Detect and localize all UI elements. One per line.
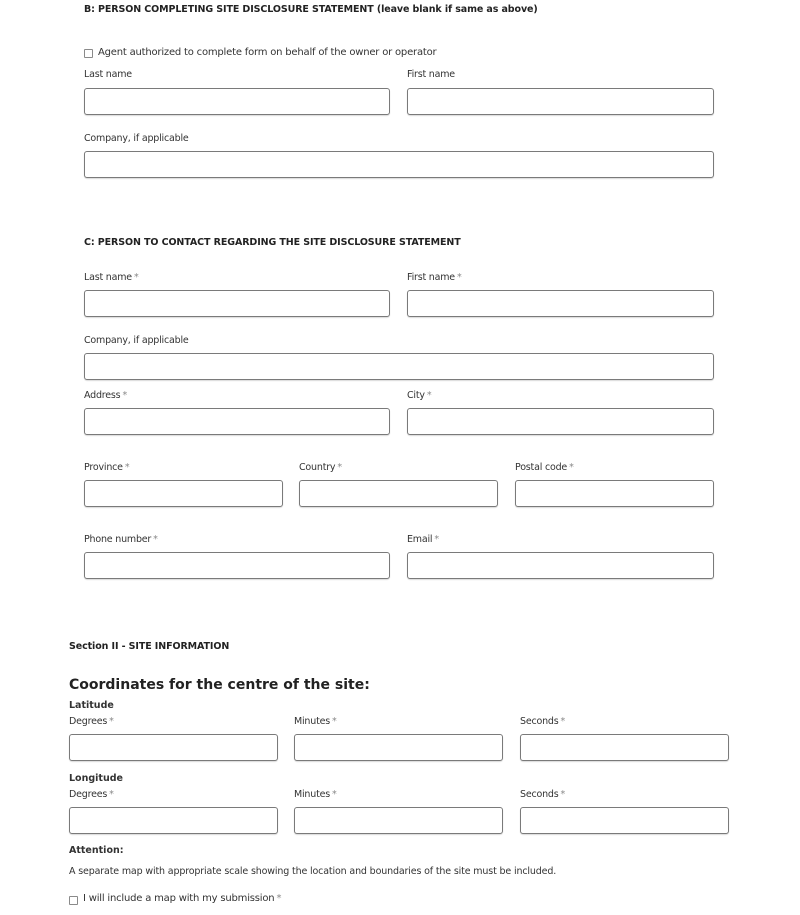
b-last-name-label: Last name	[84, 69, 132, 80]
required-asterisk: *	[337, 462, 342, 473]
lon-minutes-input[interactable]	[294, 807, 503, 834]
longitude-label: Longitude	[69, 773, 123, 784]
c-country-label: Country *	[299, 462, 342, 473]
c-first-name-input[interactable]	[407, 290, 714, 317]
c-postal-code-label: Postal code *	[515, 462, 574, 473]
required-asterisk: *	[109, 716, 114, 727]
b-first-name-input[interactable]	[407, 88, 714, 115]
c-company-input[interactable]	[84, 353, 714, 380]
required-asterisk: *	[560, 716, 566, 727]
c-last-name-label: Last name *	[84, 272, 139, 283]
required-asterisk: *	[426, 390, 432, 401]
c-postal-code-input[interactable]	[515, 480, 714, 507]
required-asterisk: *	[569, 462, 574, 473]
required-asterisk: *	[332, 789, 337, 800]
latitude-label: Latitude	[69, 700, 114, 711]
required-asterisk: *	[124, 462, 130, 473]
lat-seconds-label: Seconds *	[520, 716, 566, 727]
lon-degrees-input[interactable]	[69, 807, 278, 834]
c-country-input[interactable]	[299, 480, 498, 507]
c-email-label: Email *	[407, 534, 439, 545]
c-company-label: Company, if applicable	[84, 335, 189, 346]
required-asterisk: *	[133, 272, 139, 283]
b-last-name-input[interactable]	[84, 88, 390, 115]
c-email-input[interactable]	[407, 552, 714, 579]
b-company-input[interactable]	[84, 151, 714, 178]
lon-degrees-label: Degrees *	[69, 789, 114, 800]
required-asterisk: *	[456, 272, 462, 283]
c-province-input[interactable]	[84, 480, 283, 507]
lat-degrees-label: Degrees *	[69, 716, 114, 727]
c-first-name-label: First name *	[407, 272, 462, 283]
lat-minutes-input[interactable]	[294, 734, 503, 761]
attention-heading: Attention:	[69, 845, 124, 856]
lat-minutes-label: Minutes *	[294, 716, 337, 727]
c-city-input[interactable]	[407, 408, 714, 435]
agent-authorized-checkbox[interactable]	[84, 49, 93, 58]
include-map-label: I will include a map with my submission *	[83, 893, 282, 904]
section-b-title: B: PERSON COMPLETING SITE DISCLOSURE STATEMENT (leave blank if same as above)	[84, 4, 538, 15]
required-asterisk: *	[109, 789, 114, 800]
b-first-name-label: First name	[407, 69, 455, 80]
required-asterisk: *	[332, 716, 337, 727]
lat-degrees-input[interactable]	[69, 734, 278, 761]
section-2-title: Section II - SITE INFORMATION	[69, 641, 230, 652]
required-asterisk: *	[122, 390, 127, 401]
include-map-checkbox[interactable]	[69, 896, 78, 905]
c-province-label: Province *	[84, 462, 130, 473]
attention-text: A separate map with appropriate scale showing the location and boundaries of the site must be included.	[69, 866, 557, 877]
required-asterisk: *	[434, 534, 439, 545]
required-asterisk: *	[560, 789, 566, 800]
c-last-name-input[interactable]	[84, 290, 390, 317]
c-address-label: Address *	[84, 390, 127, 401]
c-phone-label: Phone number *	[84, 534, 158, 545]
agent-authorized-label: Agent authorized to complete form on behalf of the owner or operator	[98, 47, 437, 58]
required-asterisk: *	[276, 893, 282, 904]
c-phone-input[interactable]	[84, 552, 390, 579]
lon-minutes-label: Minutes *	[294, 789, 337, 800]
c-address-input[interactable]	[84, 408, 390, 435]
coordinates-heading: Coordinates for the centre of the site:	[69, 677, 370, 693]
lat-seconds-input[interactable]	[520, 734, 729, 761]
section-c-title: C: PERSON TO CONTACT REGARDING THE SITE DISCLOSURE STATEMENT	[84, 237, 461, 248]
lon-seconds-input[interactable]	[520, 807, 729, 834]
c-city-label: City *	[407, 390, 432, 401]
b-company-label: Company, if applicable	[84, 133, 189, 144]
required-asterisk: *	[153, 534, 158, 545]
lon-seconds-label: Seconds *	[520, 789, 566, 800]
